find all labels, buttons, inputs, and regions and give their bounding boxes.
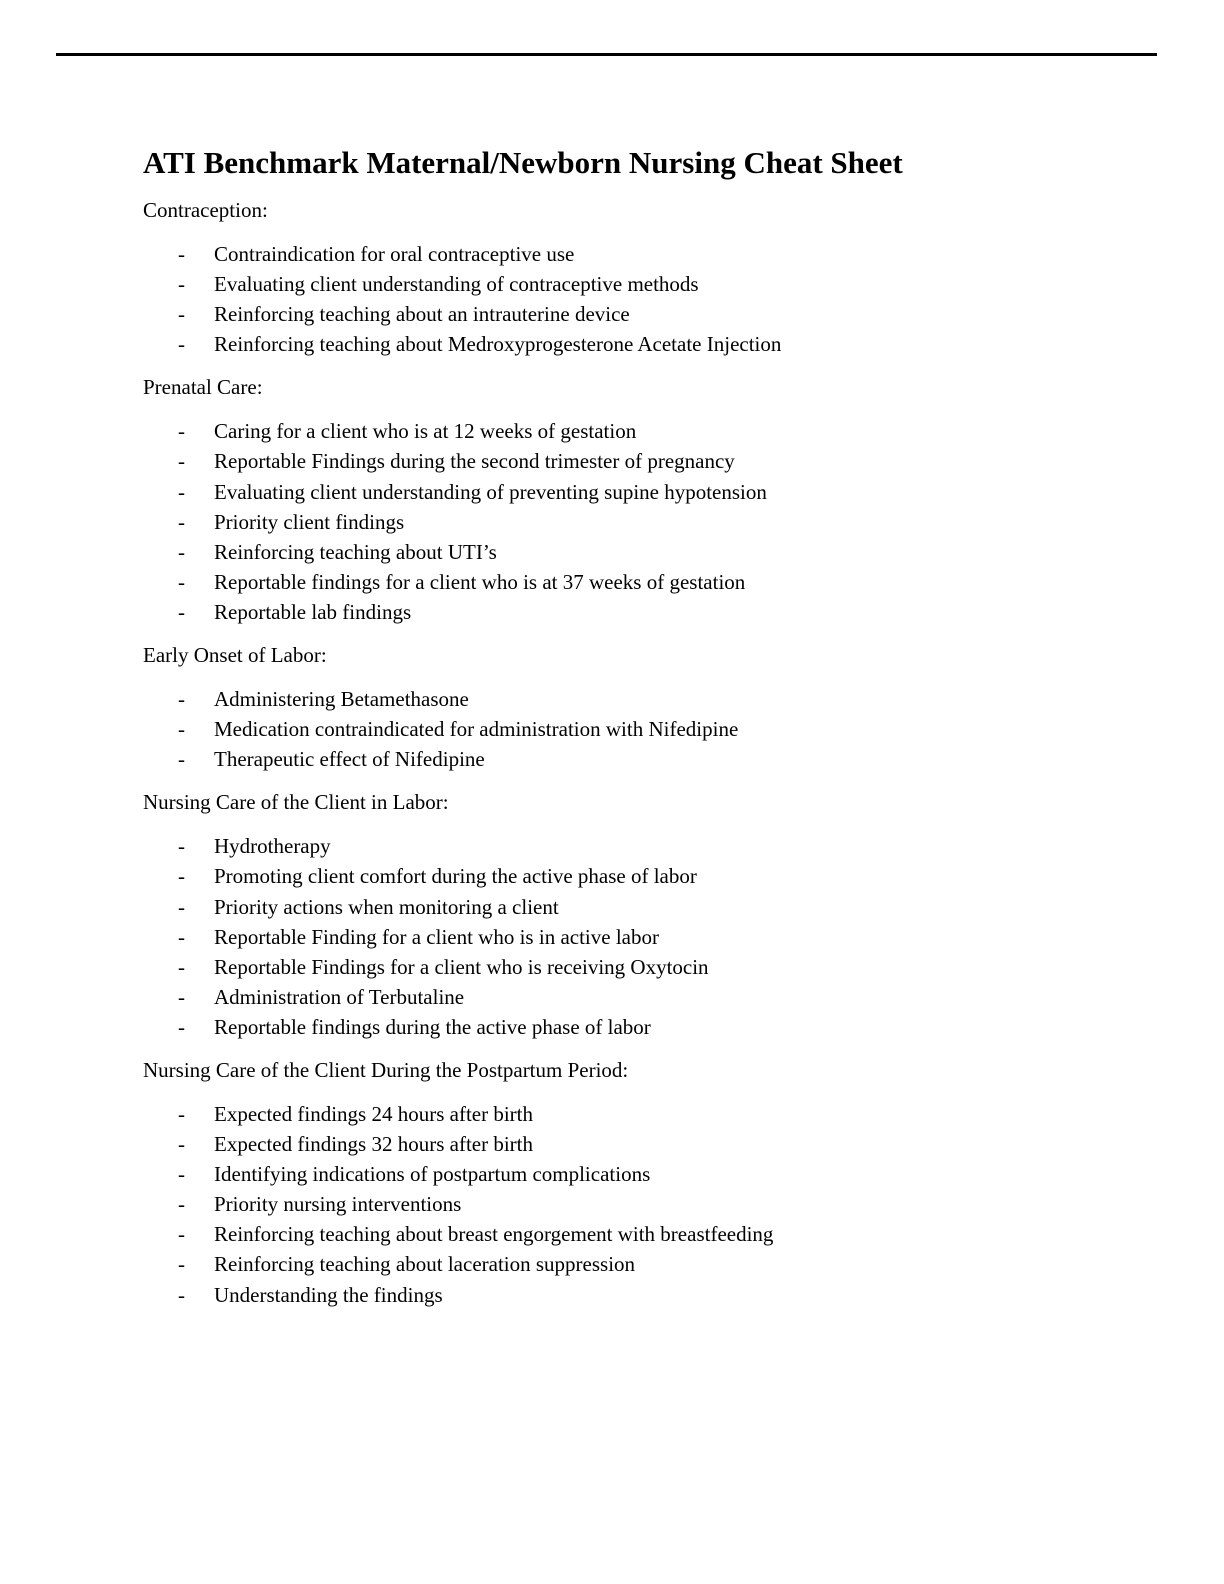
list-item-text: Hydrotherapy	[214, 834, 331, 859]
list-item-text: Promoting client comfort during the active phase of labor	[214, 864, 697, 889]
bullet-dash: -	[178, 1101, 185, 1126]
bullet-list	[143, 831, 1143, 1042]
section	[143, 372, 1143, 627]
bullet-dash: -	[178, 1282, 185, 1307]
bullet-dash: -	[178, 1132, 185, 1157]
bullet-dash: -	[178, 834, 185, 859]
list-item	[143, 299, 1143, 329]
bullet-list	[143, 239, 1143, 359]
list-item	[143, 831, 1143, 861]
list-item	[143, 952, 1143, 982]
list-item-text: Reportable Findings for a client who is receiving Oxytocin	[214, 954, 709, 979]
list-item	[143, 744, 1143, 774]
list-item	[143, 1099, 1143, 1129]
list-item	[143, 861, 1143, 891]
list-item	[143, 329, 1143, 359]
document-title: ATI Benchmark Maternal/Newborn Nursing Cheat Sheet	[143, 145, 903, 180]
list-item	[143, 239, 1143, 269]
list-item-text: Expected findings 24 hours after birth	[214, 1101, 533, 1126]
list-item	[143, 922, 1143, 952]
list-item-text: Therapeutic effect of Nifedipine	[214, 747, 485, 772]
list-item-text: Evaluating client understanding of contraceptive methods	[214, 272, 699, 297]
list-item-text: Medication contraindicated for administration with Nifedipine	[214, 717, 739, 742]
list-item-text: Reportable Finding for a client who is in active labor	[214, 924, 659, 949]
section-heading: Contraception:	[143, 198, 268, 222]
list-item	[143, 477, 1143, 507]
list-item	[143, 1159, 1143, 1189]
list-item-text: Reportable Findings during the second trimester of pregnancy	[214, 449, 735, 474]
list-item	[143, 1219, 1143, 1249]
list-item	[143, 684, 1143, 714]
list-item	[143, 416, 1143, 446]
list-item-text: Expected findings 32 hours after birth	[214, 1132, 533, 1157]
bullet-dash: -	[178, 569, 185, 594]
list-item-text: Reinforcing teaching about UTI’s	[214, 539, 497, 564]
list-item-text: Contraindication for oral contraceptive use	[214, 242, 575, 266]
section-heading: Prenatal Care:	[143, 375, 263, 400]
bullet-dash: -	[178, 242, 185, 266]
list-item	[143, 1012, 1143, 1042]
list-item-text: Caring for a client who is at 12 weeks of gestation	[214, 419, 637, 444]
bullet-dash: -	[178, 984, 185, 1009]
list-item-text: Reportable lab findings	[214, 599, 412, 624]
list-item	[143, 269, 1143, 299]
list-item	[143, 1129, 1143, 1159]
bullet-dash: -	[178, 539, 185, 564]
list-item-text: Priority actions when monitoring a client	[214, 894, 559, 919]
list-item-text: Reinforcing teaching about an intrauterine device	[214, 302, 630, 327]
list-item-text: Reinforcing teaching about breast engorgement with breastfeeding	[214, 1222, 774, 1247]
bullet-dash: -	[178, 954, 185, 979]
bullet-dash: -	[178, 449, 185, 474]
bullet-list	[143, 1099, 1143, 1310]
bullet-dash: -	[178, 924, 185, 949]
section-heading: Nursing Care of the Client in Labor:	[143, 790, 449, 815]
bullet-dash: -	[178, 864, 185, 889]
list-item-text: Reportable findings for a client who is at 37 weeks of gestation	[214, 569, 746, 594]
bullet-list	[143, 416, 1143, 627]
bullet-dash: -	[178, 894, 185, 919]
list-item-text: Priority nursing interventions	[214, 1192, 462, 1217]
section	[143, 640, 1143, 774]
list-item	[143, 446, 1143, 476]
list-item-text: Administering Betamethasone	[214, 687, 469, 712]
section-heading: Nursing Care of the Client During the Postpartum Period:	[143, 1057, 629, 1082]
list-item-text: Reportable findings during the active phase of labor	[214, 1014, 651, 1039]
section	[143, 195, 1143, 359]
bullet-dash: -	[178, 1192, 185, 1217]
list-item	[143, 1249, 1143, 1279]
header-rule	[56, 53, 1157, 56]
list-item-text: Priority client findings	[214, 509, 405, 534]
bullet-dash: -	[178, 419, 185, 444]
bullet-dash: -	[178, 479, 185, 504]
list-item-text: Evaluating client understanding of preventing supine hypotension	[214, 479, 767, 504]
bullet-dash: -	[178, 1222, 185, 1247]
document-body	[143, 141, 1143, 1323]
list-item	[143, 1280, 1143, 1310]
bullet-dash: -	[178, 747, 185, 772]
bullet-dash: -	[178, 302, 185, 327]
bullet-dash: -	[178, 272, 185, 297]
list-item	[143, 892, 1143, 922]
section	[143, 1055, 1143, 1310]
list-item-text: Understanding the findings	[214, 1282, 443, 1307]
bullet-dash: -	[178, 1162, 185, 1187]
bullet-dash: -	[178, 332, 185, 357]
list-item	[143, 507, 1143, 537]
section-heading: Early Onset of Labor:	[143, 643, 327, 668]
bullet-dash: -	[178, 1252, 185, 1277]
list-item	[143, 714, 1143, 744]
section-container	[143, 195, 1143, 1310]
list-item	[143, 537, 1143, 567]
list-item	[143, 982, 1143, 1012]
bullet-dash: -	[178, 717, 185, 742]
bullet-dash: -	[178, 1014, 185, 1039]
bullet-dash: -	[178, 687, 185, 712]
bullet-dash: -	[178, 509, 185, 534]
list-item	[143, 1189, 1143, 1219]
list-item	[143, 597, 1143, 627]
list-item-text: Reinforcing teaching about laceration suppression	[214, 1252, 636, 1277]
list-item-text: Identifying indications of postpartum complications	[214, 1162, 651, 1187]
bullet-dash: -	[178, 599, 185, 624]
list-item	[143, 567, 1143, 597]
section	[143, 787, 1143, 1042]
bullet-list	[143, 684, 1143, 774]
list-item-text: Reinforcing teaching about Medroxyprogesterone Acetate Injection	[214, 332, 782, 357]
list-item-text: Administration of Terbutaline	[214, 984, 465, 1009]
